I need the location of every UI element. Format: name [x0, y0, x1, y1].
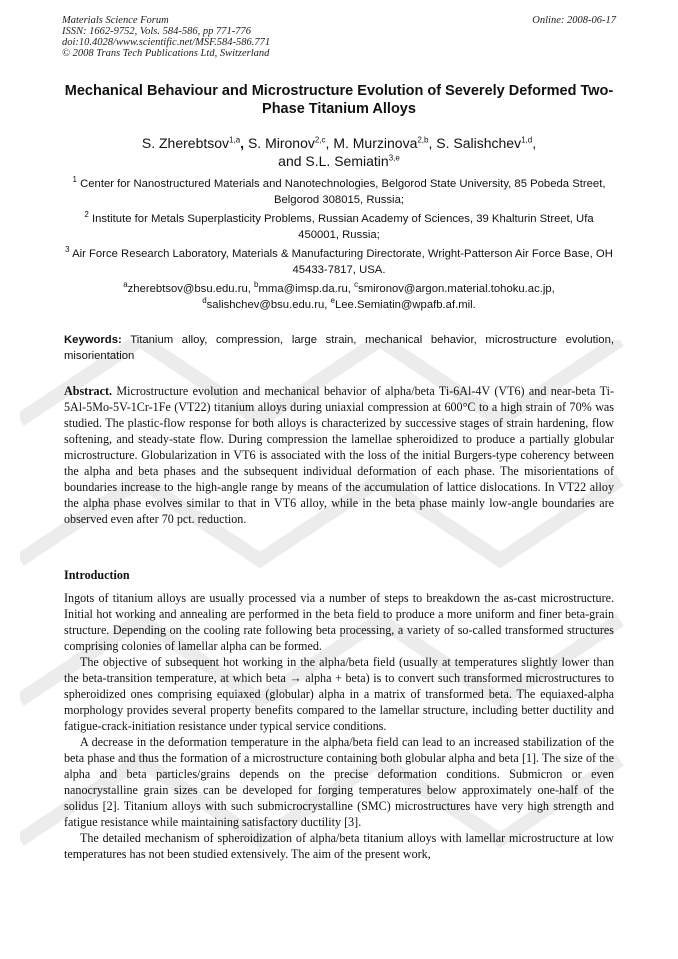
journal-name: Materials Science Forum — [62, 15, 169, 26]
author-sep: , — [240, 135, 248, 151]
section-heading-introduction: Introduction — [64, 568, 130, 582]
intro-paragraph: Ingots of titanium alloys are usually processed via a number of steps to breakdown the as-cast microstructure. Initial hot working and annealing are performed in the beta field to produce a more uniform and finer beta-grain structure. Depending on the cooling rate following beta processing, a variety of so-called transformed structures comprising colonies of lamellar alpha can be formed. — [64, 591, 614, 653]
affiliation-number: 2 — [84, 210, 89, 220]
online-date: Online: 2008-06-17 — [532, 15, 616, 26]
email-link[interactable]: zherebtsov@bsu.edu.ru, — [127, 283, 255, 295]
author-sup: 1,d — [521, 135, 533, 145]
keywords-text: Titanium alloy, compression, large strain, mechanical behavior, microstructure evolution, misorientation — [64, 334, 614, 362]
email-line-1 — [64, 281, 614, 297]
email-sup: a — [123, 280, 128, 290]
keywords-label: Keywords: — [64, 334, 122, 346]
author-sep: , — [428, 135, 437, 151]
author-name: S. Salishchev — [436, 135, 522, 151]
email-sup: c — [354, 280, 359, 290]
journal-copyright: © 2008 Trans Tech Publications Ltd, Switzerland — [62, 48, 270, 59]
abstract-text: Microstructure evolution and mechanical behavior of alpha/beta Ti-6Al-4V (VT6) and near-beta Ti-5Al-5Mo-5V-1Cr-1Fe (VT22) titanium alloys during uniaxial compression at 600°C to a high strain of 70% was studied. The plastic-flow response for both alloys is characterized by successive stages of strain hardening, flow softening, and steady-state flow. During compression the lamellae spheroidized to produce a partially globular microstructure. Globularization in VT6 is associated with the loss of the initial Burgers-type coherency between the alpha and beta phases and the subsequent individual deformation of each phase. The misorientations of boundaries increase to the high-angle range by means of the accumulation of lattice dislocations. In VT22 alloy the alpha phase evolves similar to that in VT6 alloy, while in the beta phase mainly low-angle boundaries are observed even after 70 pct. reduction. — [64, 384, 614, 526]
journal-issn: ISSN: 1662-9752, Vols. 584-586, pp 771-776 — [62, 26, 251, 37]
affiliation-number: 1 — [72, 175, 77, 185]
email-sup: d — [202, 296, 207, 306]
email-link[interactable]: mma@imsp.da.ru, — [258, 283, 355, 295]
email-sup: b — [254, 280, 259, 290]
affiliation-3 — [64, 246, 614, 278]
author-sup: 2,c — [314, 135, 326, 145]
affiliation-text: Air Force Research Laboratory, Materials & Manufacturing Directorate, Wright-Patterson Air Force Base, OH 45433-7817, USA. — [72, 248, 613, 276]
author-sup: 1,a — [229, 135, 241, 145]
email-sup: e — [330, 296, 335, 306]
author-line-1 — [64, 134, 614, 152]
email-link[interactable]: smironov@argon.material.tohoku.ac.jp, — [358, 283, 555, 295]
affiliation-text: Institute for Metals Superplasticity Problems, Russian Academy of Sciences, 39 Khalturin Street, Ufa 450001, Russia; — [91, 213, 594, 241]
author-list — [64, 134, 614, 170]
introduction-body — [64, 590, 614, 862]
affiliation-2 — [64, 211, 614, 243]
email-link[interactable]: Lee.Semiatin@wpafb.af.mil. — [334, 299, 476, 311]
author-sup: 2,b — [417, 135, 429, 145]
author-name: S. Mironov — [247, 135, 315, 151]
author-name: M. Murzinova — [333, 135, 418, 151]
author-sep: , — [325, 135, 334, 151]
author-name: and S.L. Semiatin — [278, 153, 389, 169]
affiliation-text: Center for Nanostructured Materials and Nanotechnologies, Belgorod State University, 85 Pobeda Street, Belgorod 308015, Russia; — [80, 178, 606, 206]
abstract-section — [64, 383, 614, 527]
email-line-2 — [64, 297, 614, 313]
keywords-section — [64, 332, 614, 364]
intro-paragraph: A decrease in the deformation temperature in the alpha/beta field can lead to an increased stabilization of the beta phase and thus the formation of a microstructure containing both globular alpha and beta [1]. The size of the alpha and beta particles/grains depends on the precise deformation conditions. Submicron or even nanocrystalline grain sizes can be developed for forging temperatures below approximately one-half of the solidus [2]. Titanium alloys with such submicrocrystalline (SMC) microstructures have very high strength and fatigue resistance while maintaining satisfactory ductility [3]. — [64, 735, 614, 829]
email-list — [64, 281, 614, 313]
email-link[interactable]: salishchev@bsu.edu.ru, — [206, 299, 331, 311]
paper-title: Mechanical Behaviour and Microstructure Evolution of Severely Deformed Two-Phase Titanium Alloys — [64, 83, 614, 117]
author-name: S. Zherebtsov — [141, 135, 230, 151]
journal-doi: doi:10.4028/www.scientific.net/MSF.584-586.771 — [62, 37, 271, 48]
author-line-2 — [64, 152, 614, 170]
author-sup: 3,e — [388, 153, 400, 163]
affiliation-1 — [64, 176, 614, 208]
abstract-label: Abstract. — [64, 384, 113, 398]
affiliation-number: 3 — [65, 245, 70, 255]
intro-paragraph: The objective of subsequent hot working in the alpha/beta field (usually at temperatures slightly lower than the beta-transition temperature, at which beta → alpha + beta) is to convert such transformed microstructures to spheroidized ones comprising equiaxed (globular) alpha in a matrix of transformed beta. The equiaxed-alpha morphology provides several property benefits compared to the lamellar structure, including better ductility and fatigue-crack-initiation resistance under typical service conditions. — [64, 655, 614, 733]
intro-paragraph: The detailed mechanism of spheroidization of alpha/beta titanium alloys with lamellar microstructure at low temperatures has not been studied extensively. The aim of the present work, — [64, 831, 614, 861]
author-sep: , — [532, 135, 537, 151]
journal-info — [62, 15, 270, 59]
